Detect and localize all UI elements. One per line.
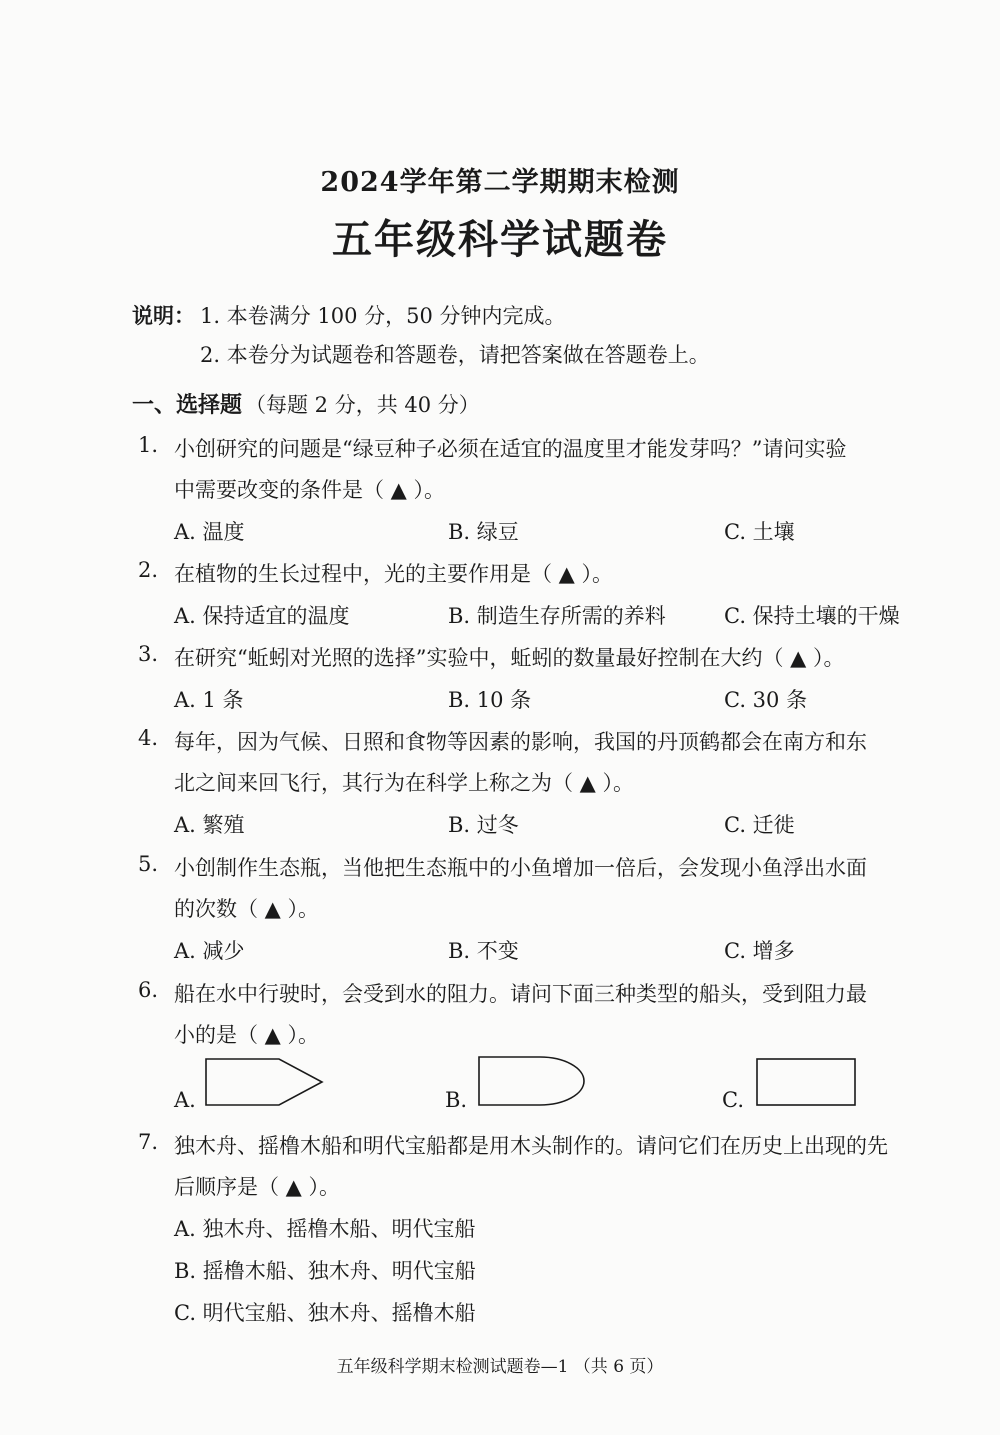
question-7-option-a: A. 独木舟、摇橹木船、明代宝船 (174, 1217, 476, 1241)
question-number: 5. (138, 852, 159, 876)
question-3-option-a: A. 1 条 (174, 688, 244, 712)
question-2-option-b: B. 制造生存所需的养料 (448, 604, 666, 628)
section-note: （每题 2 分，共 40 分） (245, 393, 480, 417)
question-number: 4. (138, 726, 159, 750)
question-1-option-c: C. 土壤 (724, 520, 795, 544)
section-title: 一、选择题 (132, 392, 243, 418)
question-1-line-2: 中需要改变的条件是（ ▲ ）。 (174, 478, 445, 502)
question-5-line-1: 小创制作生态瓶，当他把生态瓶中的小鱼增加一倍后，会发现小鱼浮出水面 (174, 856, 867, 880)
question-7-option-c: C. 明代宝船、独木舟、摇橹木船 (174, 1301, 476, 1325)
question-4-option-a: A. 繁殖 (174, 813, 245, 837)
question-number: 7. (138, 1130, 159, 1154)
flat-bow-shape (756, 1058, 858, 1108)
instructions-line-1: 1. 本卷满分 100 分，50 分钟内完成。 (200, 304, 566, 328)
question-number: 1. (138, 433, 159, 457)
instructions-line-2: 2. 本卷分为试题卷和答题卷，请把答案做在答题卷上。 (200, 343, 710, 367)
question-6-option-b: B. (445, 1088, 468, 1112)
question-4-line-1: 每年，因为气候、日照和食物等因素的影响，我国的丹顶鹤都会在南方和东 (174, 730, 867, 754)
question-3-option-b: B. 10 条 (448, 688, 532, 712)
question-6-option-c: C. (722, 1088, 744, 1112)
question-6-line-2: 小的是（ ▲ ）。 (174, 1023, 319, 1047)
question-5-option-a: A. 减少 (174, 939, 245, 963)
question-7-line-2: 后顺序是（ ▲ ）。 (174, 1175, 340, 1199)
question-7-line-1: 独木舟、摇橹木船和明代宝船都是用木头制作的。请问它们在历史上出现的先 (174, 1134, 888, 1158)
question-6-line-1: 船在水中行驶时，会受到水的阻力。请问下面三种类型的船头，受到阻力最 (174, 982, 867, 1006)
question-number: 2. (138, 558, 159, 582)
question-1-line-1: 小创研究的问题是“绿豆种子必须在适宜的温度里才能发芽吗？”请问实验 (174, 437, 847, 461)
question-number: 3. (138, 642, 159, 666)
question-4-line-2: 北之间来回飞行，其行为在科学上称之为（ ▲ ）。 (174, 771, 634, 795)
pointed-bow-shape (205, 1058, 325, 1108)
question-3-option-c: C. 30 条 (724, 688, 808, 712)
question-2-option-c: C. 保持土壤的干燥 (724, 604, 900, 628)
question-4-option-c: C. 迁徙 (724, 813, 795, 837)
question-1-option-b: B. 绿豆 (448, 520, 519, 544)
exam-title: 2024学年第二学期期末检测 (320, 167, 680, 198)
question-number: 6. (138, 978, 159, 1002)
question-5-option-c: C. 增多 (724, 939, 795, 963)
page-footer: 五年级科学期末检测试题卷—1 （共 6 页） (336, 1357, 664, 1377)
question-4-option-b: B. 过冬 (448, 813, 519, 837)
question-1-option-a: A. 温度 (174, 520, 245, 544)
question-5-line-2: 的次数（ ▲ ）。 (174, 897, 319, 921)
question-2-option-a: A. 保持适宜的温度 (174, 604, 350, 628)
rounded-bow-shape (478, 1056, 588, 1108)
instructions-label: 说明： (132, 303, 195, 328)
question-5-option-b: B. 不变 (448, 939, 519, 963)
question-3-line-1: 在研究“蚯蚓对光照的选择”实验中，蚯蚓的数量最好控制在大约（ ▲ ）。 (174, 646, 845, 670)
exam-subtitle: 五年级科学试题卷 (332, 216, 668, 263)
question-7-option-b: B. 摇橹木船、独木舟、明代宝船 (174, 1259, 476, 1283)
question-2-line-1: 在植物的生长过程中，光的主要作用是（ ▲ ）。 (174, 562, 613, 586)
question-6-option-a: A. (174, 1088, 196, 1112)
